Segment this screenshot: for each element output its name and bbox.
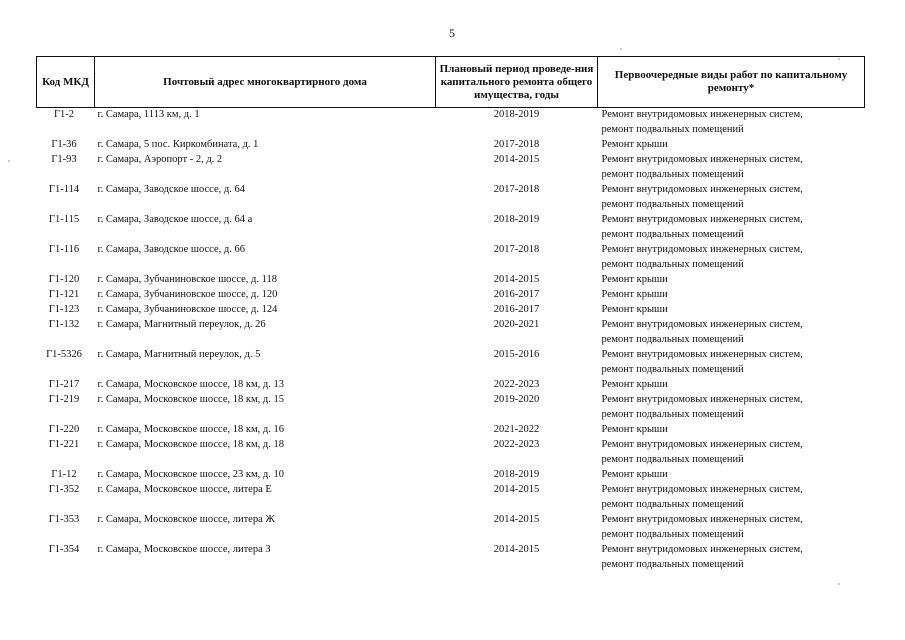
- works-cell: [598, 183, 865, 213]
- address-cell: г. Самара, Московское шоссе, 18 км, д. 18: [97, 439, 284, 450]
- works-line: Ремонт внутридомовых инженерных систем,: [601, 514, 803, 525]
- period-cell: 2016-2017: [493, 289, 540, 300]
- table-row: [37, 378, 865, 393]
- header-period: Плановый период проведе-ния капитального ремонта общего имущества, годы: [436, 57, 598, 108]
- works-line: Ремонт внутридомовых инженерных систем,: [601, 214, 803, 225]
- mkd-code-cell: Г1-132: [48, 319, 80, 330]
- works-line: Ремонт внутридомовых инженерных систем,: [601, 349, 803, 360]
- table-row: [37, 243, 865, 273]
- works-line: Ремонт внутридомовых инженерных систем,: [601, 319, 803, 330]
- works-cell: [598, 243, 865, 273]
- period-cell: 2014-2015: [493, 484, 540, 495]
- works-cell: [598, 213, 865, 243]
- period-cell: 2020-2021: [493, 319, 540, 330]
- works-cell: [598, 108, 865, 139]
- works-line: ремонт подвальных помещений: [601, 123, 744, 135]
- works-line: ремонт подвальных помещений: [601, 453, 744, 465]
- table-header: [37, 57, 865, 108]
- address-cell: г. Самара, Заводское шоссе, д. 64: [97, 184, 245, 195]
- works-line: ремонт подвальных помещений: [601, 408, 744, 420]
- works-line: Ремонт внутридомовых инженерных систем,: [601, 184, 803, 195]
- scan-speck: [8, 160, 10, 162]
- table-row: [37, 303, 865, 318]
- works-line: Ремонт крыши: [601, 304, 668, 315]
- works-line: Ремонт крыши: [601, 274, 668, 285]
- mkd-code-cell: Г1-2: [53, 109, 75, 120]
- address-cell: г. Самара, 5 пос. Киркомбината, д. 1: [97, 139, 259, 150]
- address-cell: г. Самара, Московское шоссе, литера З: [97, 544, 271, 555]
- table-row: [37, 213, 865, 243]
- mkd-code-cell: Г1-114: [48, 184, 80, 195]
- period-cell: 2018-2019: [493, 214, 540, 225]
- works-line: ремонт подвальных помещений: [601, 258, 744, 270]
- page-number: 5: [449, 26, 455, 40]
- works-cell: [598, 438, 865, 468]
- address-cell: г. Самара, Заводское шоссе, д. 66: [97, 244, 245, 255]
- works-line: Ремонт внутридомовых инженерных систем,: [601, 439, 803, 450]
- table-row: [37, 348, 865, 378]
- address-cell: г. Самара, Зубчаниновское шоссе, д. 118: [97, 274, 277, 285]
- mkd-code-cell: Г1-120: [48, 274, 80, 285]
- period-cell: 2014-2015: [493, 514, 540, 525]
- works-line: Ремонт крыши: [601, 289, 668, 300]
- works-cell: [598, 393, 865, 423]
- mkd-code-cell: Г1-5326: [46, 349, 82, 360]
- works-cell: [598, 273, 865, 288]
- address-cell: г. Самара, Московское шоссе, 18 км, д. 16: [97, 424, 284, 435]
- works-line: Ремонт крыши: [601, 424, 668, 435]
- mkd-code-cell: Г1-352: [48, 484, 80, 495]
- works-cell: [598, 423, 865, 438]
- address-cell: г. Самара, 1113 км, д. 1: [97, 109, 200, 120]
- mkd-code-cell: Г1-219: [48, 394, 80, 405]
- table-row: [37, 273, 865, 288]
- repair-schedule-table: [36, 56, 865, 573]
- works-cell: [598, 153, 865, 183]
- table-row: [37, 483, 865, 513]
- period-cell: 2019-2020: [493, 394, 540, 405]
- table-row: [37, 108, 865, 139]
- mkd-code-cell: Г1-116: [48, 244, 80, 255]
- mkd-code-cell: Г1-93: [51, 154, 77, 165]
- period-cell: 2018-2019: [493, 109, 540, 120]
- address-cell: г. Самара, Московское шоссе, 23 км, д. 10: [97, 469, 284, 480]
- works-line: Ремонт внутридомовых инженерных систем,: [601, 484, 803, 495]
- works-cell: [598, 513, 865, 543]
- period-cell: 2014-2015: [493, 154, 540, 165]
- works-line: ремонт подвальных помещений: [601, 333, 744, 345]
- table-body: [37, 108, 865, 574]
- works-line: ремонт подвальных помещений: [601, 228, 744, 240]
- works-line: Ремонт крыши: [601, 379, 668, 390]
- period-cell: 2014-2015: [493, 544, 540, 555]
- works-cell: [598, 303, 865, 318]
- mkd-code-cell: Г1-353: [48, 514, 80, 525]
- works-cell: [598, 318, 865, 348]
- address-cell: г. Самара, Московское шоссе, литера Е: [97, 484, 272, 495]
- table-row: [37, 183, 865, 213]
- address-cell: г. Самара, Зубчаниновское шоссе, д. 124: [97, 304, 278, 315]
- works-cell: [598, 468, 865, 483]
- works-line: ремонт подвальных помещений: [601, 168, 744, 180]
- period-cell: 2016-2017: [493, 304, 540, 315]
- mkd-code-cell: Г1-115: [48, 214, 80, 225]
- works-cell: [598, 543, 865, 573]
- address-cell: г. Самара, Московское шоссе, 18 км, д. 13: [97, 379, 284, 390]
- table-row: [37, 543, 865, 573]
- address-cell: г. Самара, Зубчаниновское шоссе, д. 120: [97, 289, 278, 300]
- header-code: Код МКД: [37, 57, 95, 108]
- header-address: Почтовый адрес многоквартирного дома: [95, 57, 436, 108]
- table-row: [37, 393, 865, 423]
- works-line: Ремонт внутридомовых инженерных систем,: [601, 394, 803, 405]
- address-cell: г. Самара, Аэропорт - 2, д. 2: [97, 154, 223, 165]
- scan-speck: [838, 583, 840, 585]
- mkd-code-cell: Г1-123: [48, 304, 80, 315]
- mkd-code-cell: Г1-36: [51, 139, 77, 150]
- table-row: [37, 438, 865, 468]
- works-cell: [598, 138, 865, 153]
- works-line: ремонт подвальных помещений: [601, 198, 744, 210]
- works-line: Ремонт внутридомовых инженерных систем,: [601, 109, 803, 120]
- mkd-code-cell: Г1-354: [48, 544, 80, 555]
- table-row: [37, 138, 865, 153]
- period-cell: 2022-2023: [493, 379, 540, 390]
- period-cell: 2017-2018: [493, 184, 540, 195]
- header-works: Первоочередные виды работ по капитальному ремонту*: [598, 57, 865, 108]
- works-line: Ремонт внутридомовых инженерных систем,: [601, 244, 803, 255]
- works-line: Ремонт внутридомовых инженерных систем,: [601, 544, 803, 555]
- address-cell: г. Самара, Заводское шоссе, д. 64 а: [97, 214, 253, 225]
- scan-speck: [620, 48, 622, 50]
- table-row: [37, 513, 865, 543]
- mkd-code-cell: Г1-121: [48, 289, 80, 300]
- table-row: [37, 153, 865, 183]
- address-cell: г. Самара, Московское шоссе, 18 км, д. 15: [97, 394, 284, 405]
- mkd-code-cell: Г1-12: [51, 469, 77, 480]
- mkd-code-cell: Г1-221: [48, 439, 80, 450]
- works-line: ремонт подвальных помещений: [601, 528, 744, 540]
- works-cell: [598, 348, 865, 378]
- mkd-code-cell: Г1-217: [48, 379, 80, 390]
- period-cell: 2017-2018: [493, 139, 540, 150]
- period-cell: 2017-2018: [493, 244, 540, 255]
- works-cell: [598, 378, 865, 393]
- works-line: ремонт подвальных помещений: [601, 558, 744, 570]
- period-cell: 2015-2016: [493, 349, 540, 360]
- works-cell: [598, 483, 865, 513]
- works-line: Ремонт крыши: [601, 469, 668, 480]
- address-cell: г. Самара, Магнитный переулок, д. 5: [97, 349, 261, 360]
- table-row: [37, 288, 865, 303]
- table-row: [37, 468, 865, 483]
- period-cell: 2014-2015: [493, 274, 540, 285]
- scan-speck: [838, 58, 840, 60]
- address-cell: г. Самара, Московское шоссе, литера Ж: [97, 514, 275, 525]
- mkd-code-cell: Г1-220: [48, 424, 80, 435]
- period-cell: 2018-2019: [493, 469, 540, 480]
- works-line: ремонт подвальных помещений: [601, 498, 744, 510]
- works-line: ремонт подвальных помещений: [601, 363, 744, 375]
- period-cell: 2022-2023: [493, 439, 540, 450]
- period-cell: 2021-2022: [493, 424, 540, 435]
- works-cell: [598, 288, 865, 303]
- table-row: [37, 423, 865, 438]
- works-line: Ремонт внутридомовых инженерных систем,: [601, 154, 803, 165]
- works-line: Ремонт крыши: [601, 139, 668, 150]
- table-row: [37, 318, 865, 348]
- address-cell: г. Самара, Магнитный переулок, д. 26: [97, 319, 266, 330]
